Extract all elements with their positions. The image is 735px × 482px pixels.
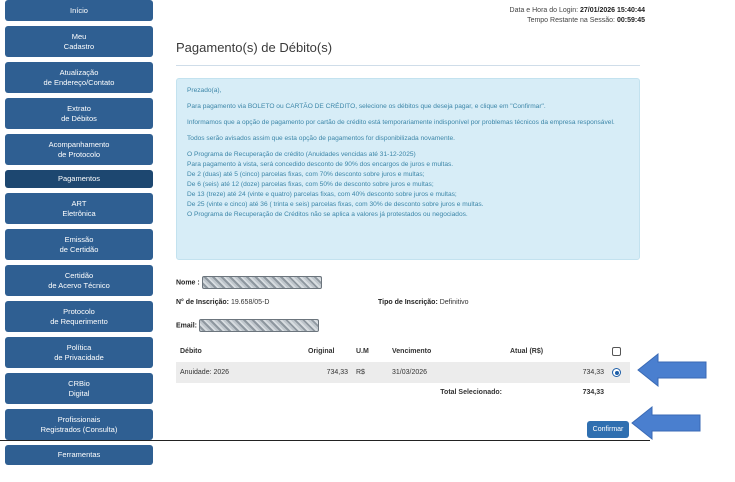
login-datetime: 27/01/2026 15:40:44 xyxy=(580,7,645,14)
arrow-left-icon xyxy=(636,352,708,388)
sidebar-item-politica-privacidade[interactable]: Política de Privacidade xyxy=(5,337,153,368)
info-line: De 13 (treze) até 24 (vinte e quatro) parcelas fixas, com 40% desconto sobre juros e multas; xyxy=(187,191,457,198)
sidebar-item-ferramentas[interactable]: Ferramentas xyxy=(5,445,153,465)
info-greeting: Prezado(a), xyxy=(187,87,222,94)
cell-select xyxy=(608,362,630,383)
info-line: O Programa de Recuperação de Créditos não se aplica a valores já protestados ou negociados. xyxy=(187,211,468,218)
title-divider xyxy=(176,65,640,66)
info-line: O Programa de Recuperação de crédito (Anuidades vencidas até 31-12-2025) xyxy=(187,151,416,158)
select-all-checkbox[interactable] xyxy=(612,347,621,356)
page-bottom-divider xyxy=(0,440,650,441)
total-label: Total Selecionado: xyxy=(440,389,502,396)
sidebar-item-protocolo-requerimento[interactable]: Protocolo de Requerimento xyxy=(5,301,153,332)
cell-atual: 734,33 xyxy=(582,369,604,376)
tipo-inscricao-label: Tipo de Inscrição: xyxy=(378,299,438,306)
sidebar-item-crbio-digital[interactable]: CRBio Digital xyxy=(5,373,153,404)
nome-field xyxy=(176,276,322,289)
sidebar-item-art-eletronica[interactable]: ART Eletrônica xyxy=(5,193,153,224)
table-row xyxy=(176,362,630,383)
email-label: Email: xyxy=(176,322,198,330)
inscricao-value: 19.658/05-D xyxy=(230,299,270,306)
sidebar-item-pagamentos[interactable]: Pagamentos xyxy=(5,170,153,188)
info-paragraph-3: Todos serão avisados assim que esta opção de pagamentos for disponibilizada novamente. xyxy=(187,135,455,142)
table-header-row xyxy=(176,341,630,362)
recovery-program-lines xyxy=(187,150,629,220)
sidebar-item-atualizacao-endereco[interactable]: Atualização de Endereço/Contato xyxy=(5,62,153,93)
login-datetime-label: Data e Hora do Login: xyxy=(509,7,579,14)
sidebar-item-acompanhamento-protocolo[interactable]: Acompanhamento de Protocolo xyxy=(5,134,153,165)
sidebar-item-extrato-debitos[interactable]: Extrato de Débitos xyxy=(5,98,153,129)
page-title: Pagamento(s) de Débito(s) xyxy=(176,40,333,55)
col-original: Original xyxy=(308,348,335,355)
sidebar-menu xyxy=(5,0,153,470)
email-redacted xyxy=(199,319,319,332)
cell-original: 734,33 xyxy=(326,369,348,376)
info-line: Para pagamento à vista, será concedido desconto de 90% dos encargos de juros e multas. xyxy=(187,161,454,168)
sidebar-item-meu-cadastro[interactable]: Meu Cadastro xyxy=(5,26,153,57)
total-row xyxy=(176,383,630,402)
info-paragraph-1: Para pagamento via BOLETO ou CARTÃO DE CRÉDITO, selecione os débitos que deseja pagar, e clique em "Confirmar". xyxy=(187,103,546,110)
confirm-button[interactable]: Confirmar xyxy=(587,421,629,438)
col-select-all xyxy=(608,341,630,362)
total-value: 734,33 xyxy=(582,389,604,396)
email-field xyxy=(176,319,319,332)
col-vencimento: Vencimento xyxy=(392,348,432,355)
col-um: U.M xyxy=(356,348,369,355)
inscricao-field xyxy=(176,299,269,306)
tipo-inscricao-field xyxy=(378,299,469,306)
tipo-inscricao-value: Definitivo xyxy=(439,299,469,306)
nome-redacted xyxy=(202,276,322,289)
sidebar-item-profissionais-registrados[interactable]: Profissionais Registrados (Consulta) xyxy=(5,409,153,440)
login-info xyxy=(510,6,645,26)
arrow-left-icon xyxy=(630,405,702,441)
inscricao-label: N° de Inscrição: xyxy=(176,299,229,306)
debits-table xyxy=(176,341,630,402)
session-remaining-label: Tempo Restante na Sessão: xyxy=(527,17,616,24)
cell-debito: Anuidade: 2026 xyxy=(180,369,230,376)
info-line: De 25 (vinte e cinco) até 36 ( trinta e seis) parcelas fixas, com 30% de desconto sobre juros e multas. xyxy=(187,201,484,208)
info-line: De 6 (seis) até 12 (doze) parcelas fixas, com 50% de desconto sobre juros e multas; xyxy=(187,181,434,188)
sidebar-item-emissao-certidao[interactable]: Emissão de Certidão xyxy=(5,229,153,260)
nome-label: Nome : xyxy=(176,279,200,287)
sidebar-item-inicio[interactable]: Início xyxy=(5,0,153,21)
info-alert xyxy=(176,78,640,260)
info-paragraph-2: Informamos que a opção de pagamento por cartão de crédito está temporariamente indisponível por problemas técnicos da empresa responsável. xyxy=(187,119,615,126)
session-remaining: 00:59:45 xyxy=(616,17,645,24)
col-debito: Débito xyxy=(180,348,202,355)
row-select-checkbox[interactable] xyxy=(612,368,621,377)
cell-vencimento: 31/03/2026 xyxy=(392,369,428,376)
sidebar-item-certidao-acervo[interactable]: Certidão de Acervo Técnico xyxy=(5,265,153,296)
info-line: De 2 (duas) até 5 (cinco) parcelas fixas, com 70% desconto sobre juros e multas; xyxy=(187,171,425,178)
col-atual: Atual (R$) xyxy=(510,348,544,355)
cell-um: R$ xyxy=(356,369,365,376)
